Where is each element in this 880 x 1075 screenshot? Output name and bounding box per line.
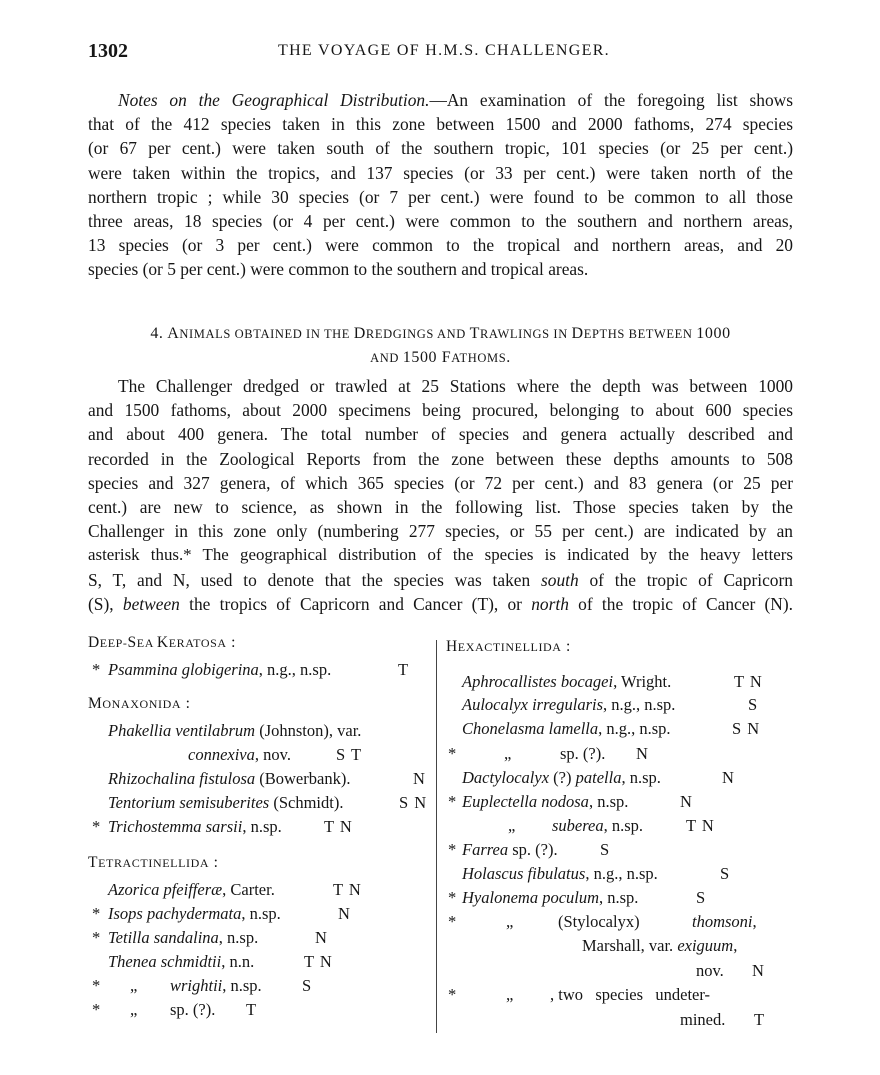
ditto-mark: „ (506, 912, 514, 931)
distribution-code: S T (336, 745, 363, 764)
distribution-code: S (302, 976, 313, 995)
distribution-code: S N (732, 719, 761, 738)
distribution-code: S (720, 864, 731, 883)
notes-line-7: 13 species (or 3 per cent.) were common to the tropical and northern areas, and 20 (88, 235, 793, 256)
ditto-mark: „ (504, 744, 512, 763)
section-heading-line-2: AND 1500 FATHOMS. (370, 349, 511, 366)
intro-line-6: cent.) are new to science, as shown in the following list. Those species taken by the (88, 497, 793, 518)
intro-line-1: The Challenger dredged or trawled at 25 Stations where the depth was between 1000 (118, 376, 793, 396)
intro-line-8: asterisk thus.* The geographical distribution of the species is indicated by the heavy letters (88, 545, 793, 565)
distribution-code: T (398, 660, 410, 679)
page-number: 1302 (88, 40, 128, 62)
distribution-code: N (680, 792, 693, 811)
distribution-code: S (696, 888, 707, 907)
distribution-code: T (754, 1010, 766, 1029)
notes-line-8: species (or 5 per cent.) were common to the southern and tropical areas. (88, 259, 589, 280)
intro-line-7: Challenger in this zone only (numbering 277 species, or 55 per cent.) are indicated by an (88, 521, 793, 542)
notes-paragraph (88, 88, 793, 282)
intro-line-2: and 1500 fathoms, about 2000 specimens being procured, belonging to about 600 species (88, 400, 793, 421)
distribution-code: T (246, 1000, 258, 1019)
section-heading (88, 322, 793, 370)
page-header (88, 40, 800, 66)
section-heading-line-1: 4. ANIMALS OBTAINED IN THE DREDGINGS AND TRAWLINGS IN DEPTHS BETWEEN 1000 (150, 325, 731, 342)
intro-line-10: (S), between the tropics of Capricorn and Cancer (T), or north of the tropic of Cancer (N). (88, 593, 793, 614)
notes-line-6: three areas, 18 species (or 4 per cent.) were common to the southern and northern areas, (88, 211, 793, 232)
distribution-code: N (338, 904, 351, 923)
notes-line-2: that of the 412 species taken in this zone between 1500 and 2000 fathoms, 274 species (88, 114, 793, 135)
intro-paragraph (88, 374, 793, 616)
document-page: 1302 THE VOYAGE OF H.M.S. CHALLENGER. Notes on the Geographical Distribution.—An examination of the foregoing list shows that of the 412 species taken in this zone between 1500 and 2000 fathoms, 274 species (or 67 per cent.) were taken south of the southern tropic, 101 species (or 25 per cent.) were taken within the tropics, and 137 species (or 33 per cent.) were taken north of the northern tropic ; while 30 species (or 7 per cent.) were found to be common to all those three areas, 18 species (or 4 per cent.) were common to the southern and northern areas, 13 species (or 3 per cent.) were common to the tropical and northern areas, and 20 species (or 5 per cent.) were common to the southern and tropical areas. 4. ANIMALS OBTAINED IN THE DREDGINGS AND TRAWLINGS IN DEPTHS BETWEEN 1000 AND 1500 FATHOMS. The Challenger dredged or trawled at 25 Stations where the depth was between 1000 and 1500 fathoms, about 2000 specimens being procured, belonging to about 600 species and about 400 genera. The total number of species and genera actually described and recorded in the Zoological Reports from the zone between these depths amounts to 508 species and 327 genera, of which 365 species (or 72 per cent.) and 83 genera (or 25 per cent.) are new to science, as shown in the following list. Those species taken by the Challenger in this zone only (numbering 277 species, or 55 per cent.) are indicated by an asterisk thus.* The geographical distribution of the species is indicated by the heavy letters S, T, and N, used to denote that the species was taken south of the tropic of Capricorn (S), between the tropics of Capricorn and Cancer (T), or north of the tropic of Cancer (N). DEEP-SEA KERATOSA : * Psammina globigerina, n.g., n.sp. T MONAXONIDA : Phakellia ventilabrum (Johnston), var. connexiva, nov. S T Rhizochalina fistulosa (Bowerbank). N Tentorium semisuberites (Schmidt). S N * Trichostemma sarsii, n.sp. T N TETRACTINELLIDA : Azorica pfeifferæ, Carter. T N * Isops pachydermata, n.sp. N * Tetilla sandalina, n.sp. N Thenea schmidtii, n.n. T N * „ wrightii, n.sp. S * „ sp. (?). T HEXACTINELLIDA : Aphrocallistes bocagei, Wright. T N Aulocalyx irregularis, n.g., n.sp. S Chonelasma lamella, n.g., n.sp. S N * „ sp. (?). N Dactylocalyx (?) patella, n.sp. N * Euplectella nodosa, n.sp. N „ suberea, n.sp. T N * Farrea sp. (?). S Holascus fibulatus, n.g., n.sp. S * Hyalonema poculum, n.sp. S * „ (Stylocalyx) thomsoni, Marshall, var. exiguum, nov. N * „ , two species undeter- mined. T (0, 0, 880, 1075)
column-divider (436, 640, 437, 1033)
distribution-code: N (315, 928, 328, 947)
distribution-code: S N (399, 793, 428, 812)
intro-line-9: S, T, and N, used to denote that the species was taken south of the tropic of Capricorn (88, 569, 793, 590)
intro-line-3: and about 400 genera. The total number of species and genera actually described and (88, 424, 793, 445)
notes-line-5: northern tropic ; while 30 species (or 7 per cent.) were found to be common to all those (88, 186, 793, 207)
ditto-mark: „ (130, 1000, 138, 1019)
intro-line-5: species and 327 genera, of which 365 species (or 72 per cent.) and 83 genera (or 25 per (88, 472, 793, 493)
ditto-mark: „ (130, 976, 138, 995)
group-title-hexactinellida: HEXACTINELLIDA : (446, 638, 571, 655)
distribution-code: S (600, 840, 611, 859)
distribution-code: N (413, 769, 426, 788)
distribution-code: T N (734, 672, 763, 691)
distribution-code: N (636, 744, 649, 763)
distribution-code: N (722, 768, 735, 787)
group-title-monaxonida: MONAXONIDA : (88, 695, 191, 712)
ditto-mark: „ (506, 985, 514, 1004)
distribution-code: T N (304, 952, 333, 971)
notes-lead: Notes on the Geographical Distribution. (118, 90, 430, 110)
notes-line-3: (or 67 per cent.) were taken south of the southern tropic, 101 species (or 25 per cent.) (88, 138, 793, 159)
distribution-code: S (748, 695, 759, 714)
distribution-code: T N (686, 816, 715, 835)
ditto-mark: „ (508, 816, 516, 835)
running-title: THE VOYAGE OF H.M.S. CHALLENGER. (278, 42, 610, 59)
distribution-code: N (752, 961, 765, 980)
group-title-tetractinellida: TETRACTINELLIDA : (88, 854, 219, 871)
notes-line-1: Notes on the Geographical Distribution.—An examination of the foregoing list shows (118, 90, 794, 110)
group-title-deep-sea-keratosa: DEEP-SEA KERATOSA : (88, 634, 237, 651)
distribution-code: T N (324, 817, 353, 836)
notes-line-4: were taken within the tropics, and 137 species (or 33 per cent.) were taken north of the (88, 162, 793, 183)
distribution-code: T N (333, 880, 362, 899)
intro-line-4: recorded in the Zoological Reports from the zone between these depths amounts to 508 (88, 448, 793, 469)
